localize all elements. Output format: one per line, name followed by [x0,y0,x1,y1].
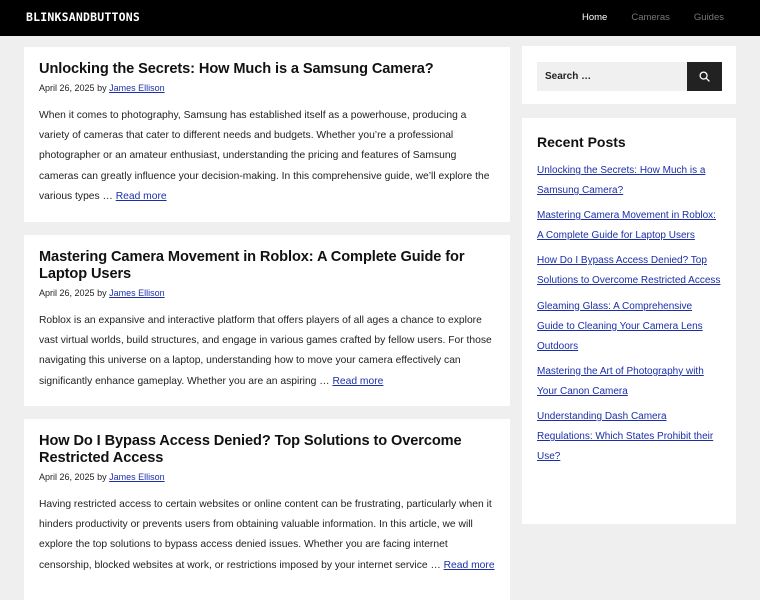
article-excerpt-text: Having restricted access to certain websites or online content can be frustrating, particularly when it hinders productivity or prevents users from obtaining valuable information. In this article, we will explore the top solutions to bypass access denied issues. Whether you are facing internet censorship, blocked websites at work, or restrictions imposed by your internet service … [39,499,492,571]
article-card [24,235,510,406]
article-author-link[interactable]: James Ellison [109,83,165,93]
list-item [537,407,721,467]
article-by: by [97,288,107,298]
article-excerpt [39,106,495,207]
article-excerpt-text: Roblox is an expansive and interactive platform that offers players of all ages a chance to explore vast virtual worlds, build structures, and engage in various games crafted by fellow users. For those navigating this universe on a laptop, understanding how to move your camera effectively can significantly enhance gameplay. Whether you are an aspiring … [39,315,492,387]
article-author-link[interactable]: James Ellison [109,472,165,482]
search-button[interactable] [687,62,722,91]
search-widget [522,46,736,104]
article-author-link[interactable]: James Ellison [109,288,165,298]
site-logo[interactable]: BLINKSANDBUTTONS [26,10,140,24]
list-item [537,251,721,291]
article-excerpt [39,311,495,392]
list-item [537,206,721,246]
recent-post-link[interactable]: Mastering the Art of Photography with Your Canon Camera [537,365,704,397]
read-more-link[interactable]: Read more [115,190,167,202]
recent-post-link[interactable]: Gleaming Glass: A Comprehensive Guide to Cleaning Your Camera Lens Outdoors [537,300,703,352]
article-meta [39,288,495,299]
article-excerpt [39,495,495,576]
article-by: by [97,472,107,482]
recent-posts-title: Recent Posts [537,134,626,150]
read-more-link[interactable]: Read more [332,375,384,387]
recent-post-link[interactable]: Understanding Dash Camera Regulations: Which States Prohibit their Use? [537,411,714,463]
search-input[interactable] [537,62,687,91]
article-date: April 26, 2025 [39,83,95,93]
article-title[interactable]: How Do I Bypass Access Denied? Top Solutions to Overcome Restricted Access [39,433,462,466]
recent-posts-list [537,161,721,467]
article-date: April 26, 2025 [39,288,95,298]
article-date: April 26, 2025 [39,472,95,482]
article-card [24,419,510,600]
nav-item-home[interactable]: Home [582,12,608,23]
list-item [537,161,721,201]
list-item [537,362,721,402]
article-card [24,47,510,222]
recent-posts-widget [522,118,736,524]
article-meta [39,83,495,94]
main-nav [570,0,760,36]
recent-post-link[interactable]: Mastering Camera Movement in Roblox: A Complete Guide for Laptop Users [537,210,716,242]
article-title[interactable]: Mastering Camera Movement in Roblox: A Complete Guide for Laptop Users [39,249,465,282]
nav-item-guides[interactable]: Guides [693,12,724,23]
search-icon [699,71,710,82]
read-more-link[interactable]: Read more [443,559,495,571]
article-by: by [97,83,107,93]
article-title[interactable]: Unlocking the Secrets: How Much is a Samsung Camera? [39,61,434,77]
recent-post-link[interactable]: Unlocking the Secrets: How Much is a Samsung Camera? [537,165,706,197]
site-header [0,0,760,36]
list-item [537,297,721,357]
recent-post-link[interactable]: How Do I Bypass Access Denied? Top Solutions to Overcome Restricted Access [537,255,721,287]
nav-item-cameras[interactable]: Cameras [631,12,670,23]
article-excerpt-text: When it comes to photography, Samsung has established itself as a powerhouse, producing a variety of cameras that cater to different needs and budgets. Whether you’re a professional photographer or an amateur enthusiast, understanding the pricing and features of Samsung cameras can greatly influence your decision-making. In this comprehensive guide, we’ll explore the various types … [39,110,490,202]
article-meta [39,472,495,483]
